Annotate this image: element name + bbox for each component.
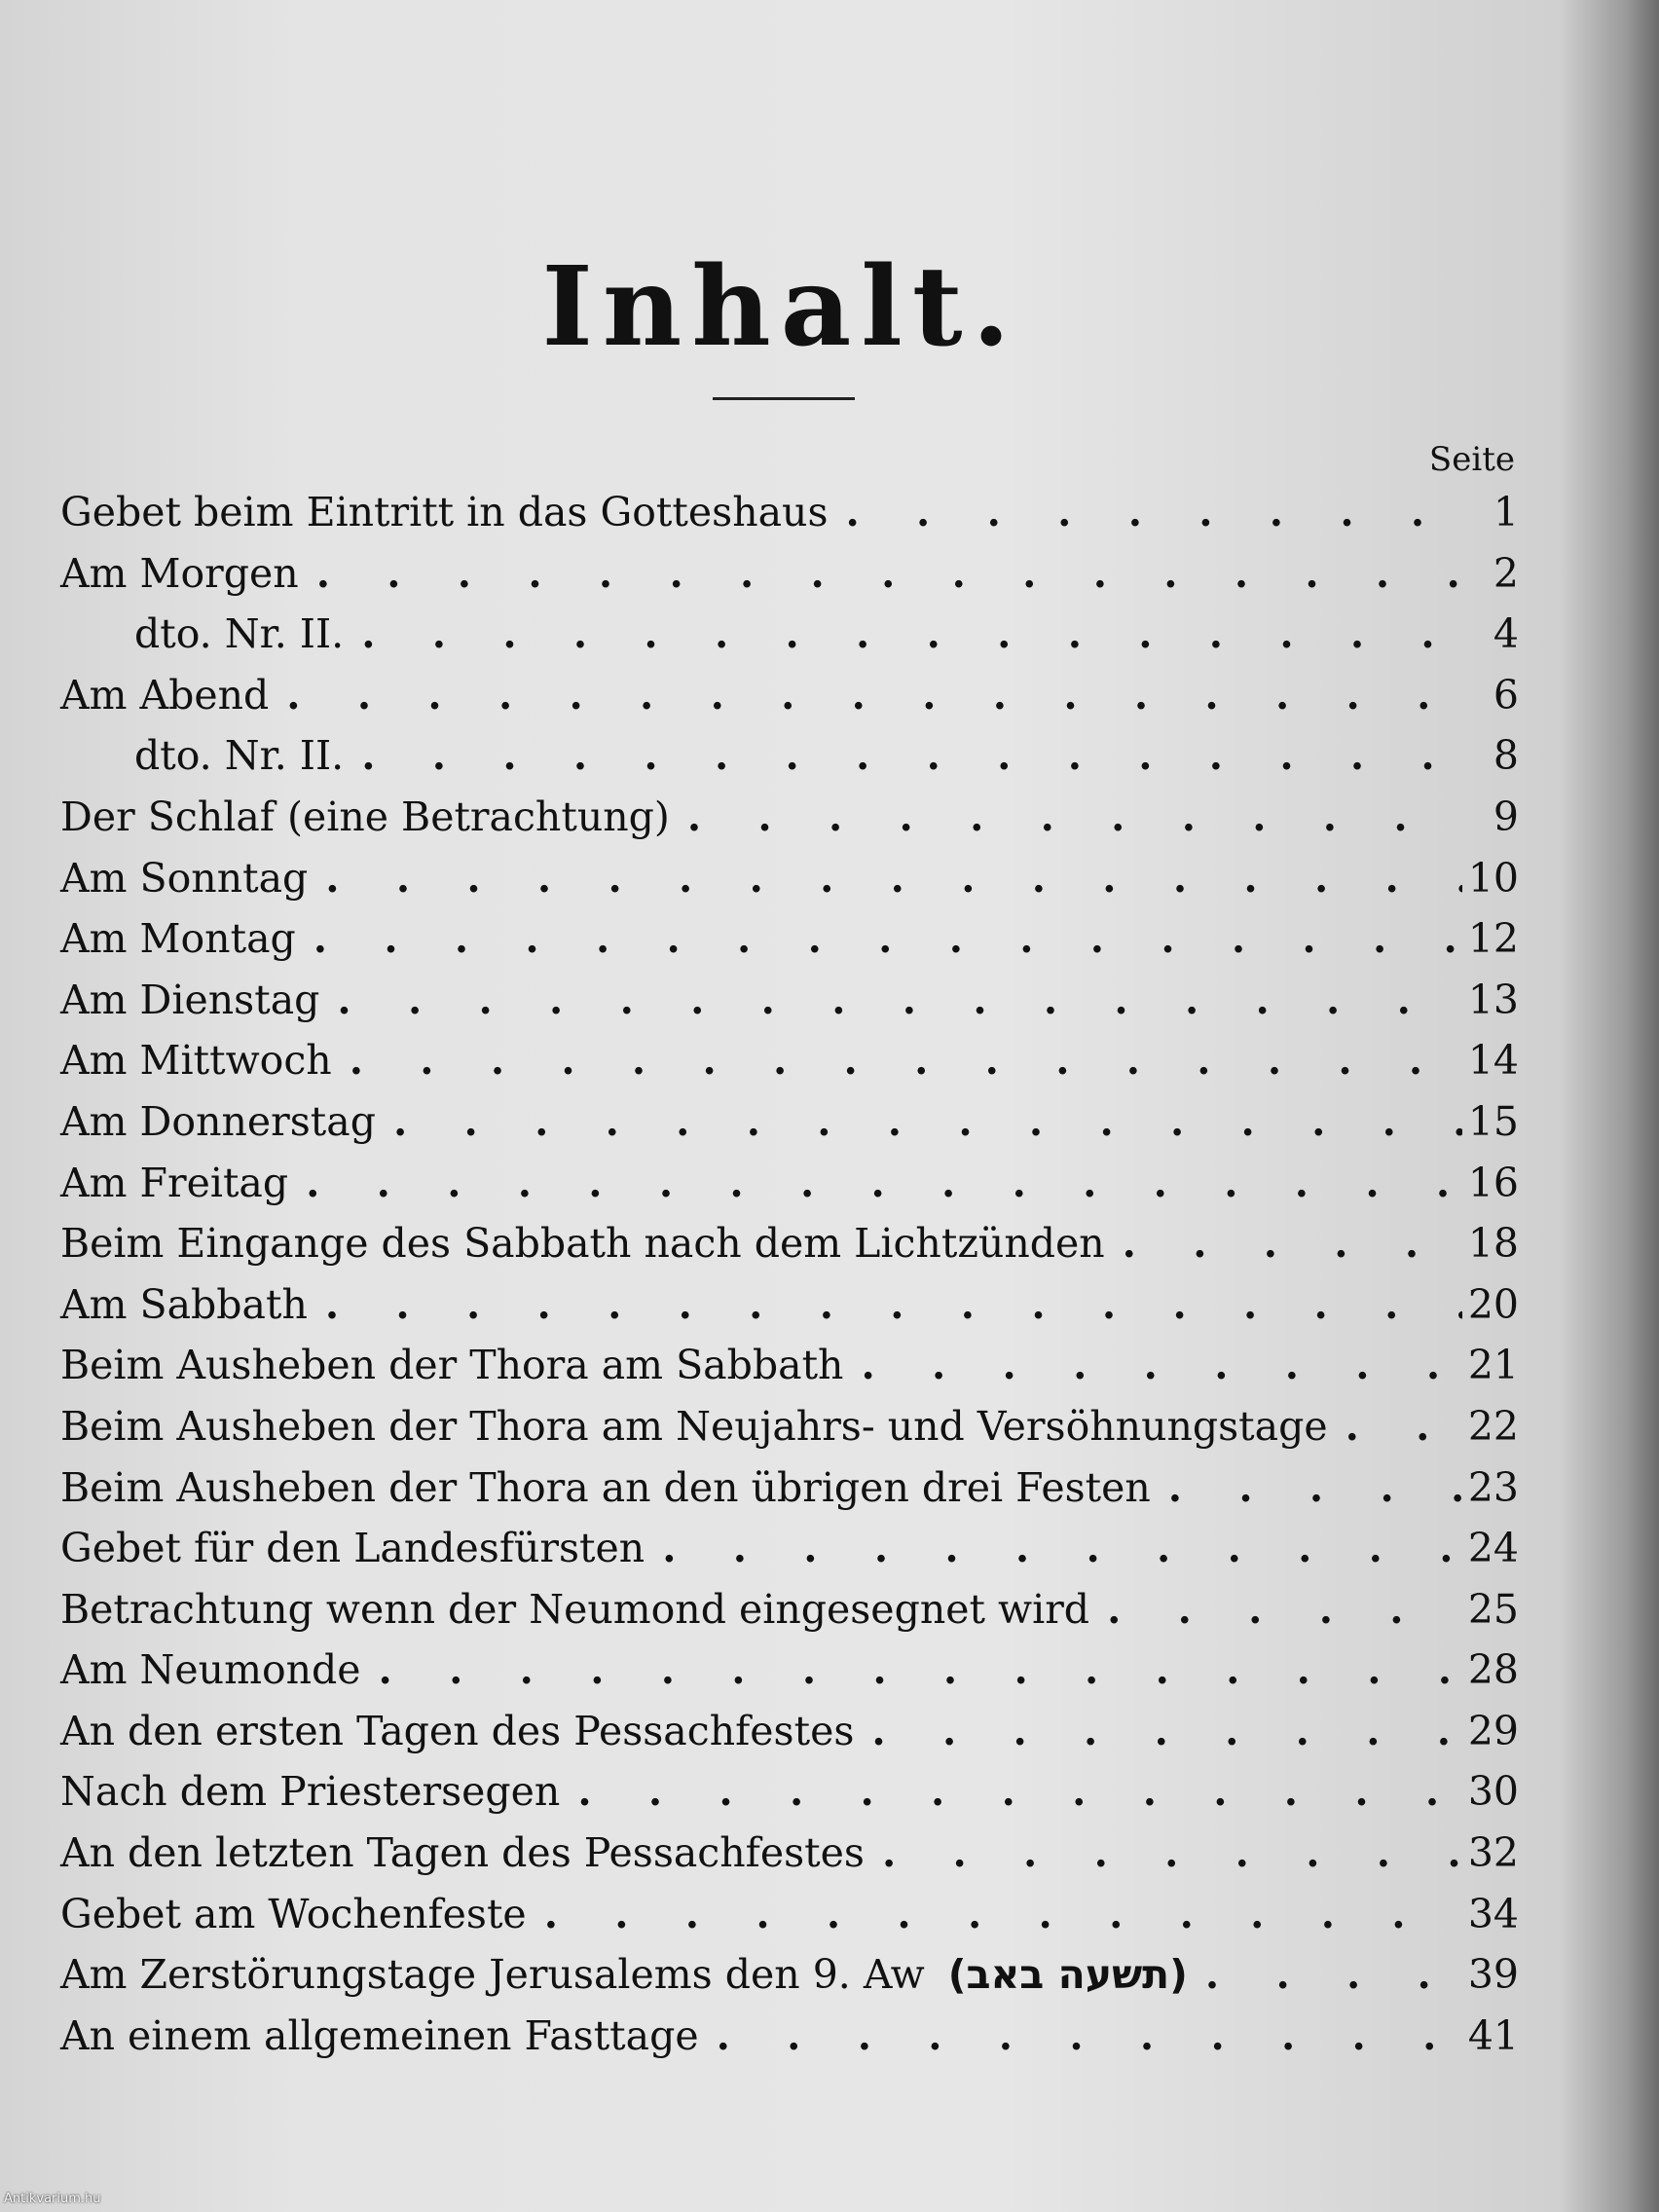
toc-entry-title: Am Sabbath	[60, 1280, 308, 1328]
toc-entry	[60, 1274, 1519, 1336]
toc-entry	[60, 1823, 1519, 1884]
dot-leader	[662, 1518, 1462, 1578]
dot-leader	[316, 543, 1464, 604]
toc-entry-title: Am Mittwoch	[60, 1037, 332, 1085]
toc-entry-title: Am Dienstag	[60, 976, 320, 1023]
toc-entry-title: An einem allgemeinen Fasttage	[60, 2011, 699, 2059]
dot-leader	[361, 725, 1464, 786]
dot-leader	[577, 1761, 1462, 1822]
dot-leader	[393, 1091, 1462, 1152]
toc-entry-page: 29	[1467, 1707, 1519, 1754]
toc-entry-page: 4	[1493, 610, 1519, 658]
toc-entry-title: Gebet beim Eintritt in das Gotteshaus	[60, 489, 829, 535]
toc-entry-page: 12	[1467, 915, 1519, 963]
page-title: Inhalt.	[541, 243, 1020, 371]
toc-entry	[60, 2006, 1519, 2067]
toc-entry-page: 8	[1493, 732, 1519, 780]
dot-leader	[361, 604, 1464, 664]
toc-entry	[60, 1457, 1519, 1519]
dot-leader	[313, 908, 1462, 969]
toc-entry-page: 39	[1467, 1951, 1519, 1999]
toc-entry-page: 24	[1467, 1525, 1519, 1572]
toc-entry	[60, 543, 1519, 605]
dot-leader	[544, 1884, 1462, 1944]
toc-entry-page: 23	[1467, 1463, 1519, 1511]
dot-leader	[379, 1640, 1462, 1700]
toc-entry-page: 20	[1467, 1280, 1519, 1328]
dot-leader	[1205, 1944, 1462, 2005]
toc-entry-title: Gebet am Wochenfeste	[60, 1890, 527, 1937]
toc-entry-title: Der Schlaf (eine Betrachtung)	[60, 793, 670, 840]
toc-entry-title: Beim Eingange des Sabbath nach dem Lichtzünden	[60, 1220, 1105, 1268]
hebrew-annotation: (תשעה באב)	[947, 1951, 1188, 1999]
toc-entry	[60, 908, 1519, 970]
toc-entry-page: 16	[1467, 1159, 1519, 1206]
toc-entry-title: Am Morgen	[60, 549, 299, 597]
toc-entry-page: 28	[1467, 1646, 1519, 1694]
dot-leader	[1123, 1213, 1462, 1273]
toc-entry-title: Nach dem Priestersegen	[60, 1768, 561, 1816]
toc-entry-page: 9	[1493, 793, 1519, 840]
toc-entry-page: 6	[1493, 671, 1519, 719]
page-column-header: Seite	[1428, 440, 1515, 479]
toc-entry	[60, 604, 1519, 665]
dot-leader	[325, 1274, 1462, 1335]
dot-leader	[871, 1701, 1461, 1761]
toc-entry	[60, 848, 1519, 909]
toc-entry-title: An den letzten Tagen des Pessachfestes	[60, 1829, 865, 1877]
toc-entry	[60, 1701, 1519, 1762]
toc-entry-page: 41	[1467, 2011, 1519, 2059]
toc-entry	[60, 1396, 1519, 1457]
toc-entry-page: 34	[1467, 1890, 1519, 1937]
toc-entry	[60, 1579, 1519, 1641]
toc-entry-title: Am Zerstörungstage Jerusalems den 9. Aw	[60, 1951, 925, 1999]
toc-entry-title: Beim Ausheben der Thora am Neujahrs- und Versöhnungstage	[60, 1402, 1328, 1450]
dot-leader	[861, 1335, 1461, 1395]
dot-leader	[882, 1823, 1462, 1883]
toc-entry	[60, 725, 1519, 787]
toc-entry-title: Betrachtung wenn der Neumond eingesegnet wird	[60, 1585, 1090, 1633]
toc-entry-title: Am Freitag	[60, 1159, 289, 1206]
toc-entry-title: Am Abend	[60, 671, 270, 719]
dot-leader	[325, 848, 1462, 908]
toc-entry-title: dto. Nr. II.	[134, 732, 345, 780]
dot-leader	[306, 1153, 1462, 1213]
toc-entry-title: An den ersten Tagen des Pessachfestes	[60, 1707, 855, 1754]
dot-leader	[717, 2006, 1462, 2066]
toc-entry	[60, 1518, 1519, 1579]
toc-entry-page: 22	[1467, 1402, 1519, 1450]
toc-entry-title: Beim Ausheben der Thora an den übrigen drei Festen	[60, 1463, 1151, 1511]
toc-entry-title: Am Neumonde	[60, 1646, 361, 1694]
toc-entry	[60, 665, 1519, 726]
watermark-label: Antikvarium.hu	[4, 2192, 101, 2206]
toc-entry	[60, 1030, 1519, 1091]
toc-entry-page: 15	[1467, 1097, 1519, 1145]
toc-entry-page: 25	[1467, 1585, 1519, 1633]
toc-entry-title: Am Sonntag	[60, 854, 309, 902]
dot-leader	[337, 970, 1461, 1030]
dot-leader	[350, 1030, 1462, 1090]
toc-entry-page: 30	[1467, 1768, 1519, 1816]
toc-entry-page: 32	[1467, 1829, 1519, 1877]
toc-entry	[60, 1153, 1519, 1214]
toc-entry-page: 10	[1467, 854, 1519, 902]
toc-entry-page: 18	[1467, 1220, 1519, 1268]
toc-entry	[60, 1091, 1519, 1153]
table-of-contents	[60, 482, 1519, 2066]
toc-entry-page: 2	[1493, 549, 1519, 597]
dot-leader	[1168, 1457, 1462, 1518]
toc-entry-title: dto. Nr. II.	[134, 610, 345, 658]
toc-entry	[60, 1884, 1519, 1945]
dot-leader	[846, 482, 1465, 542]
toc-entry-title: Beim Ausheben der Thora am Sabbath	[60, 1342, 844, 1389]
toc-entry-page: 1	[1493, 489, 1519, 535]
toc-entry	[60, 1761, 1519, 1823]
toc-entry-page: 21	[1467, 1342, 1519, 1389]
dot-leader	[1107, 1579, 1462, 1640]
toc-entry	[60, 1335, 1519, 1396]
toc-entry	[60, 482, 1519, 543]
dot-leader	[687, 787, 1464, 847]
toc-entry	[60, 787, 1519, 848]
toc-entry-title: Am Donnerstag	[60, 1097, 376, 1145]
dot-leader	[1346, 1396, 1462, 1456]
toc-entry-title: Am Montag	[60, 915, 296, 963]
dot-leader	[286, 665, 1464, 725]
toc-entry	[60, 1944, 1519, 2006]
toc-entry-page: 14	[1467, 1037, 1519, 1085]
toc-entry-title: Gebet für den Landesfürsten	[60, 1525, 645, 1572]
toc-entry	[60, 1213, 1519, 1274]
toc-entry	[60, 970, 1519, 1031]
toc-entry	[60, 1640, 1519, 1701]
toc-entry-page: 13	[1467, 976, 1519, 1023]
title-divider	[713, 397, 855, 400]
